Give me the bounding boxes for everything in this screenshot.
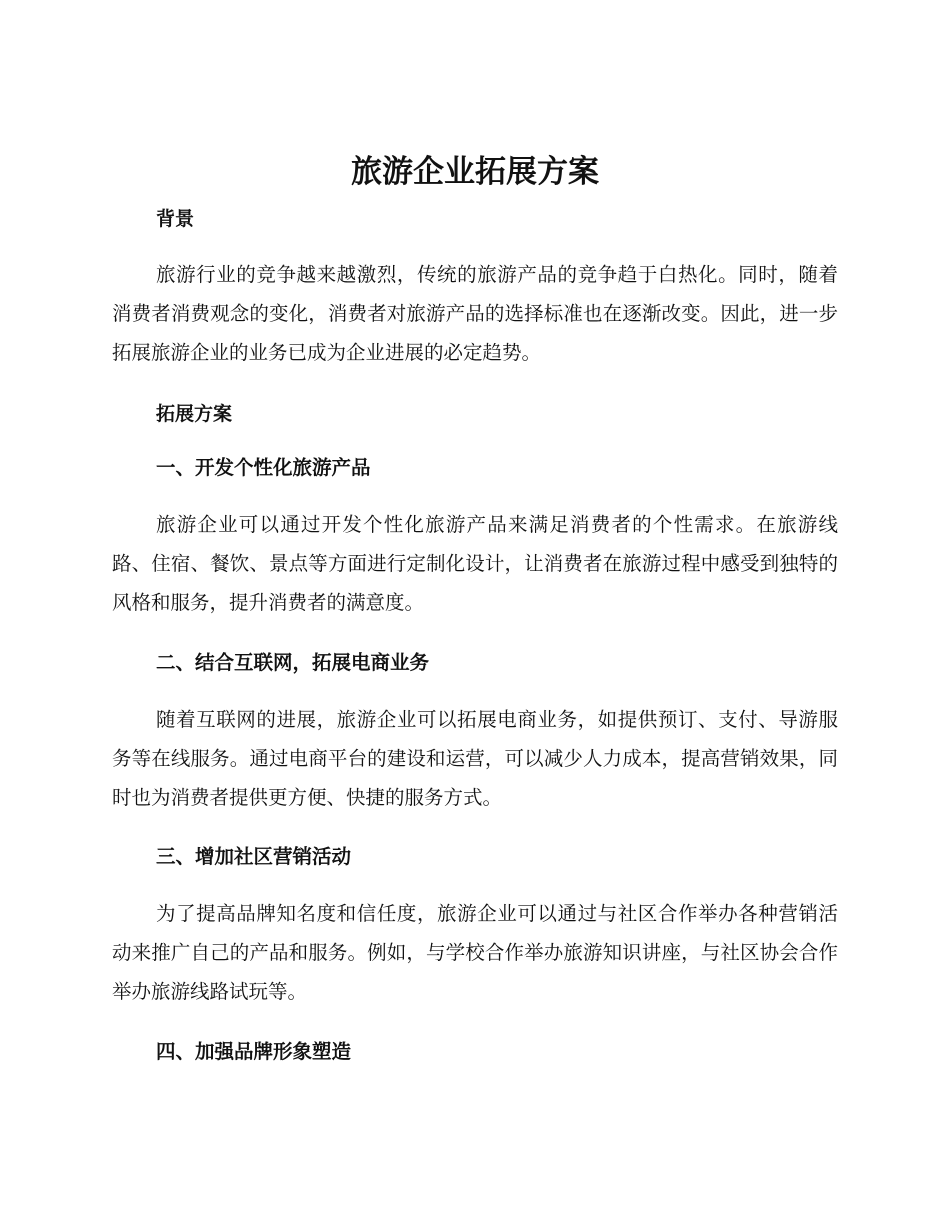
paragraph-1: 旅游企业可以通过开发个性化旅游产品来满足消费者的个性需求。在旅游线路、住宿、餐饮、景点等方面进行定制化设计，让消费者在旅游过程中感受到独特的风格和服务，提升消费者的满意度。 [112,513,838,614]
subheading-4: 四、加强品牌形象塑造 [156,1040,352,1063]
document-title: 旅游企业拓展方案 [351,154,599,190]
section-heading-background: 背景 [156,208,195,230]
paragraph-2: 随着互联网的进展，旅游企业可以拓展电商业务，如提供预订、支付、导游服务等在线服务。通过电商平台的建设和运营，可以减少人力成本，提高营销效果，同时也为消费者提供更方便、快捷的服务方式。 [112,708,838,809]
paragraph-background: 旅游行业的竞争越来越激烈，传统的旅游产品的竞争趋于白热化。同时，随着消费者消费观念的变化，消费者对旅游产品的选择标准也在逐渐改变。因此，进一步拓展旅游企业的业务已成为企业进展的必定趋势。 [112,263,838,364]
subheading-2: 二、结合互联网，拓展电商业务 [156,651,430,674]
subheading-1: 一、开发个性化旅游产品 [156,456,371,479]
paragraph-3: 为了提高品牌知名度和信任度，旅游企业可以通过与社区合作举办各种营销活动来推广自己的产品和服务。例如，与学校合作举办旅游知识讲座，与社区协会合作举办旅游线路试玩等。 [112,902,838,1003]
section-heading-plan: 拓展方案 [156,403,233,425]
subheading-3: 三、增加社区营销活动 [156,845,352,868]
